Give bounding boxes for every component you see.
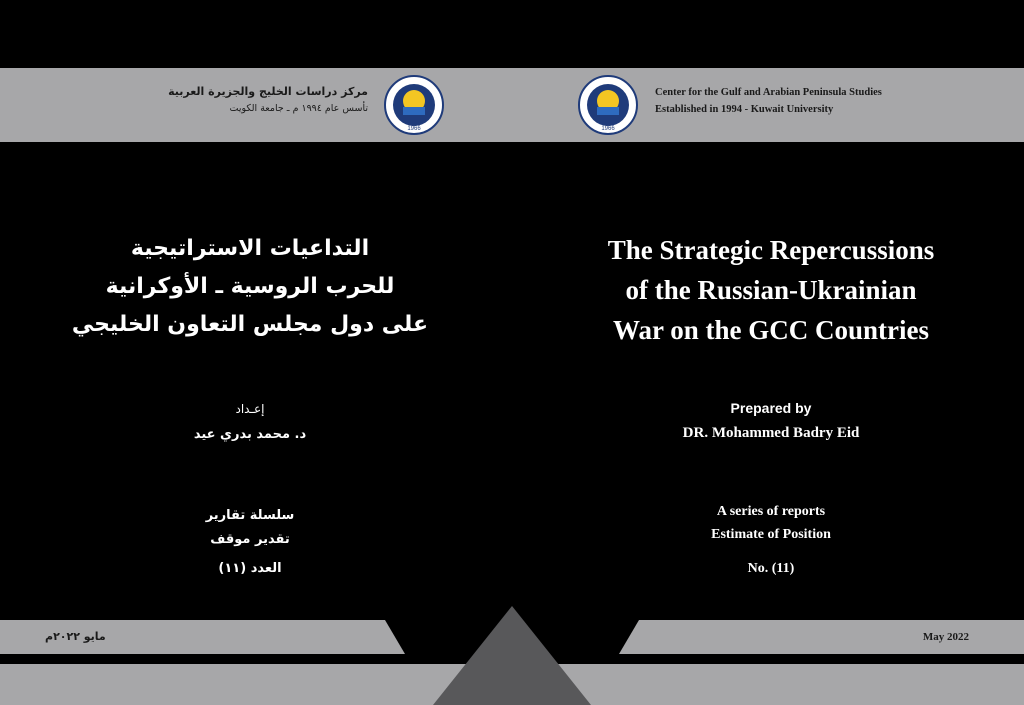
series-en: A series of reports bbox=[716, 504, 826, 519]
seal-year: 1966 bbox=[407, 126, 421, 132]
title-ar-line: على دول مجلس التعاون الخليجي bbox=[71, 312, 429, 337]
series-ar: سلسلة تقارير bbox=[205, 508, 295, 523]
number-ar: العدد (١١) bbox=[218, 561, 282, 576]
number-en: No. (11) bbox=[747, 561, 795, 576]
estimate-ar: تقدير موقف bbox=[210, 532, 290, 547]
center-header-en bbox=[655, 84, 882, 118]
estimate-en: Estimate of Position bbox=[711, 527, 831, 542]
title-en-line: War on the GCC Countries bbox=[612, 315, 929, 345]
center-name-ar: مركز دراسات الخليج والجزيرة العربية bbox=[168, 85, 368, 98]
center-name-en: Center for the Gulf and Arabian Peninsula Studies bbox=[655, 87, 882, 98]
center-header-ar bbox=[168, 82, 368, 117]
author-ar: د. محمد بدري عيد bbox=[193, 427, 307, 442]
title-ar-line: التداعيات الاستراتيجية bbox=[130, 236, 370, 261]
title-ar-line: للحرب الروسية ـ الأوكرانية bbox=[105, 274, 395, 299]
date-ar: مايو ٢٠٢٢م bbox=[45, 630, 106, 643]
seal-year: 1966 bbox=[601, 126, 615, 132]
title-ar bbox=[40, 230, 460, 344]
title-en-line: The Strategic Repercussions bbox=[607, 235, 935, 265]
kuwait-university-seal-icon bbox=[384, 74, 444, 136]
title-en bbox=[555, 230, 987, 350]
prepared-by-en: Prepared by bbox=[730, 400, 812, 416]
author-en: DR. Mohammed Badry Eid bbox=[682, 425, 860, 441]
title-en-line: of the Russian-Ukrainian bbox=[625, 275, 917, 305]
prepared-by-ar: إعـداد bbox=[235, 402, 265, 416]
kuwait-university-seal-icon bbox=[578, 74, 638, 136]
established-ar: تأسس عام ١٩٩٤ م ـ جامعة الكويت bbox=[229, 103, 368, 114]
date-en: May 2022 bbox=[922, 631, 969, 643]
established-en: Established in 1994 - Kuwait University bbox=[655, 104, 834, 115]
